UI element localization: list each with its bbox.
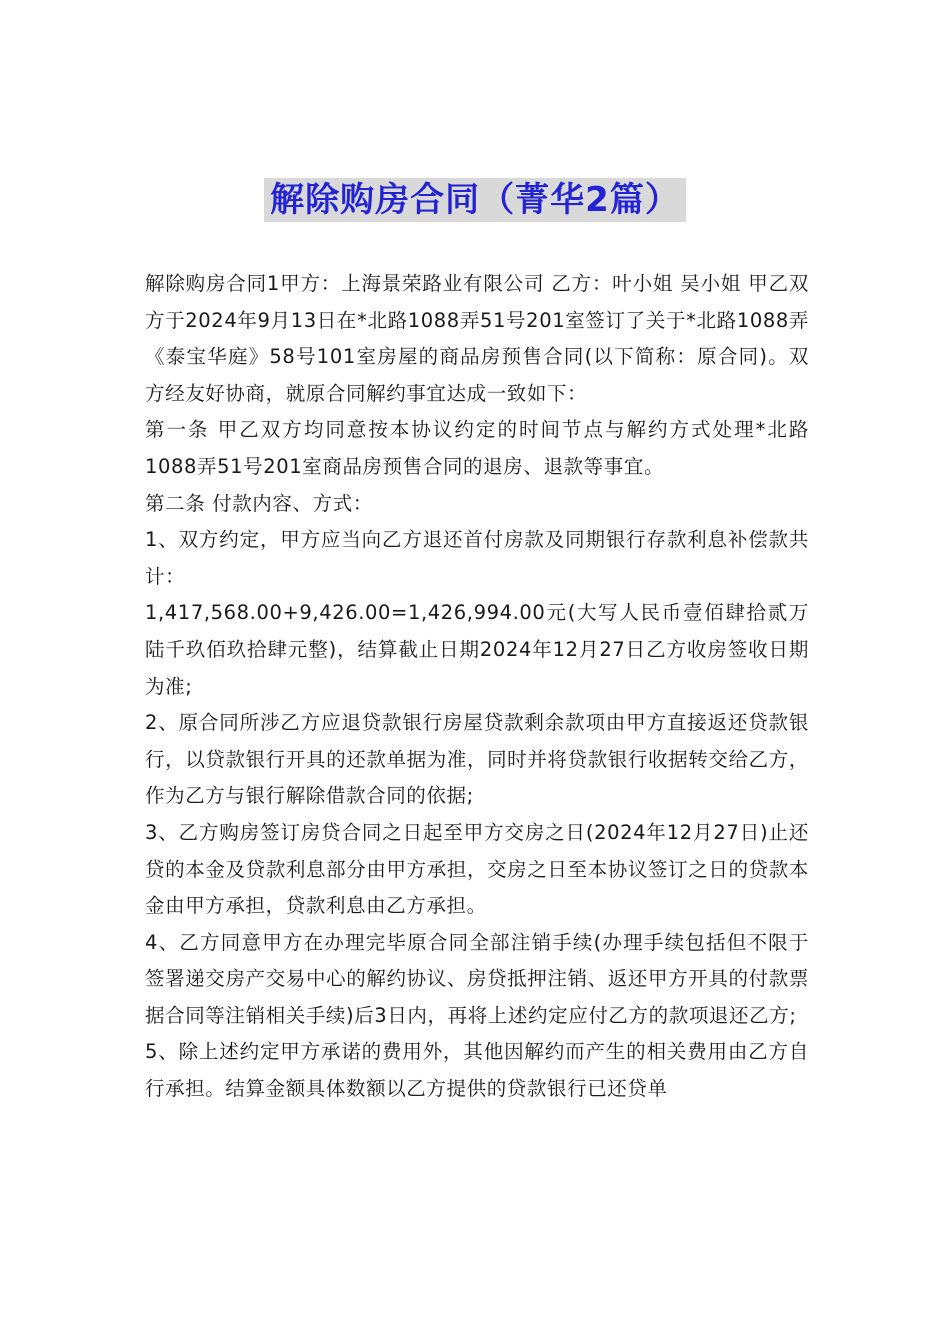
paragraph-item-2: 2、原合同所涉乙方应退贷款银行房屋贷款剩余款项由甲方直接返还贷款银行，以贷款银行开具的还款单据为准，同时并将贷款银行收据转交给乙方，作为乙方与银行解除借款合同的依据; — [145, 711, 809, 808]
paragraph-article-2-heading: 第二条 付款内容、方式： — [145, 491, 373, 515]
paragraph-item-1: 1、双方约定，甲方应当向乙方退还首付房款及同期银行存款利息补偿款共计： — [145, 528, 809, 588]
paragraph-item-1-amount: 1,417,568.00+9,426.00=1,426,994.00元(大写人民币壹佰肆拾贰万陆千玖佰玖拾肆元整)，结算截止日期2024年12月27日乙方收房签收日期为准; — [145, 601, 809, 698]
paragraph-item-3: 3、乙方购房签订房贷合同之日起至甲方交房之日(2024年12月27日)止还贷的本金及贷款利息部分由甲方承担，交房之日至本协议签订之日的贷款本金由甲方承担，贷款利息由乙方承担。 — [145, 820, 809, 918]
title-container — [0, 178, 950, 222]
paragraph-intro: 解除购房合同1甲方：上海景荣路业有限公司 乙方：叶小姐 吴小姐 甲乙双方于2024年9月13日在*北路1088弄51号201室签订了关于*北路1088弄《泰宝华庭》58号101室房屋的商品房预售合同(以下简称：原合同)。双方经友好协商，就原合同解约事宜达成一致如下： — [145, 272, 809, 405]
paragraph-article-1: 第一条 甲乙双方均同意按本协议约定的时间节点与解约方式处理*北路1088弄51号201室商品房预售合同的退房、退款等事宜。 — [145, 418, 809, 478]
paragraph-item-4: 4、乙方同意甲方在办理完毕原合同全部注销手续(办理手续包括但不限于签署递交房产交易中心的解约协议、房贷抵押注销、返还甲方开具的付款票据合同等注销相关手续)后3日内，再将上述约定应付乙方的款项退还乙方; — [145, 930, 809, 1027]
document-body — [145, 266, 809, 1108]
paragraph-item-5: 5、除上述约定甲方承诺的费用外，其他因解约而产生的相关费用由乙方自行承担。结算金额具体数额以乙方提供的贷款银行已还贷单 — [145, 1040, 809, 1101]
document-title: 解除购房合同（菁华2篇） — [264, 178, 686, 222]
